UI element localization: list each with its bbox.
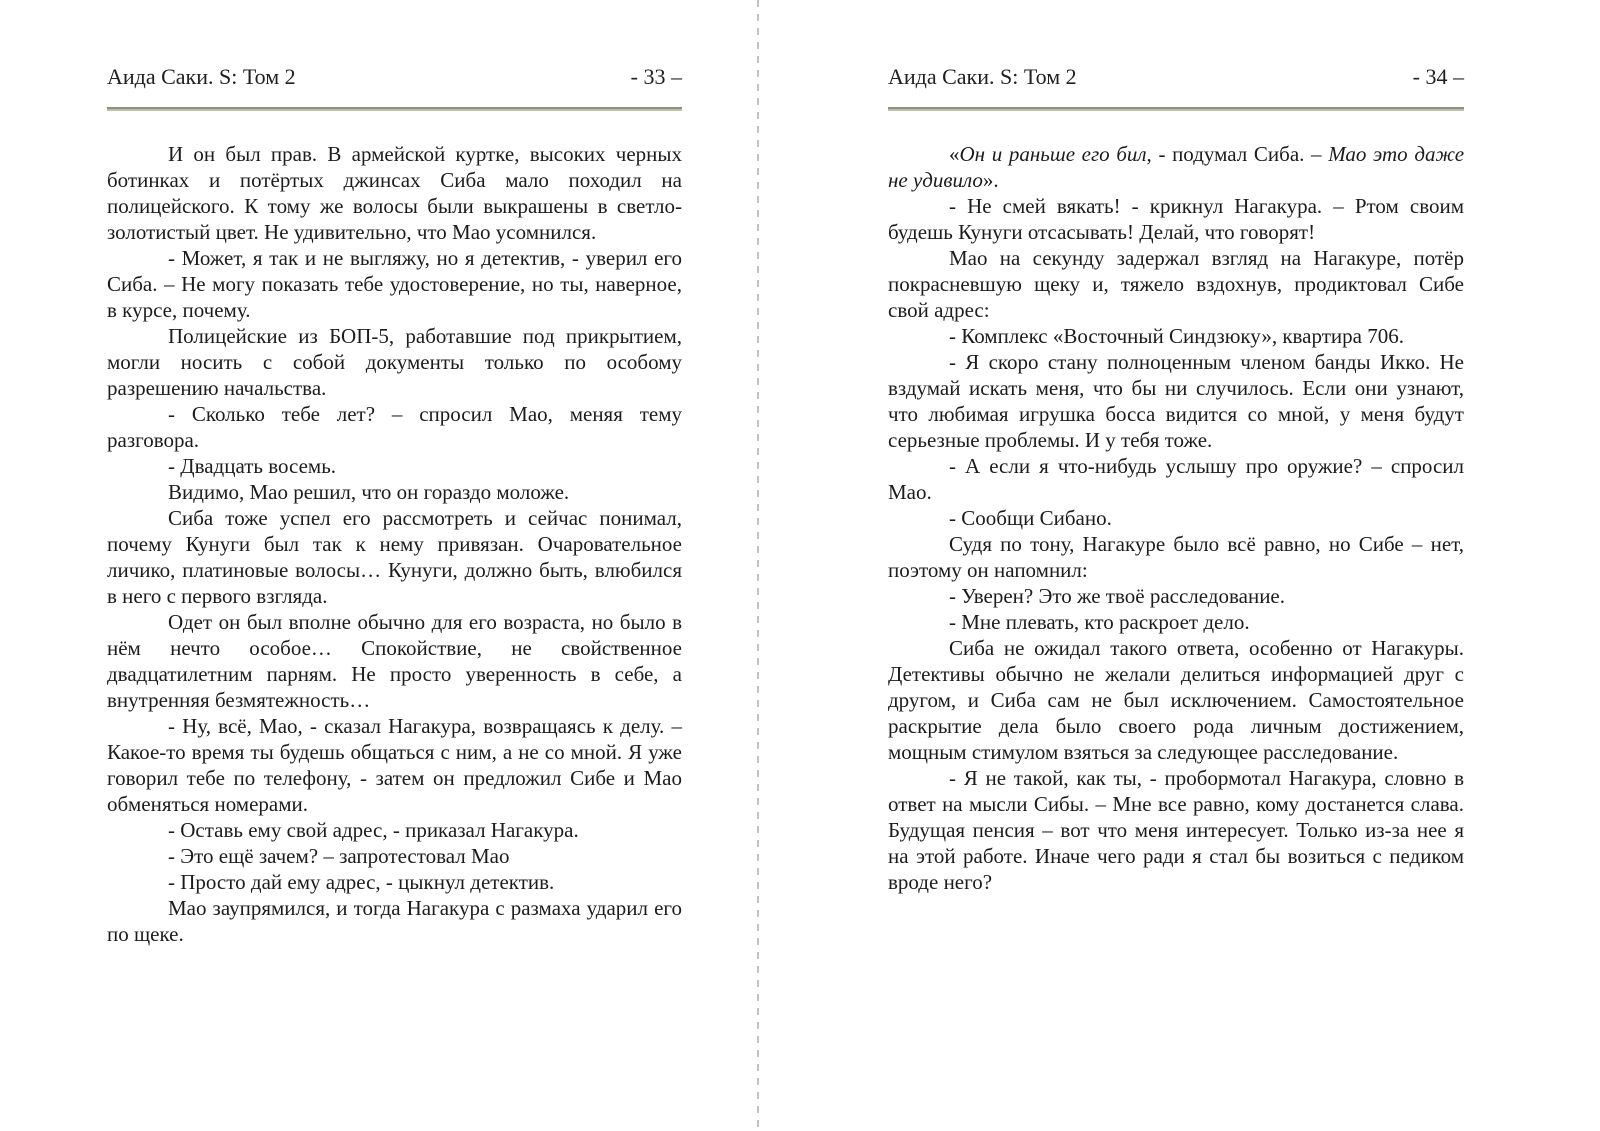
page-right <box>888 64 1464 895</box>
page-number: - 33 – <box>630 64 682 89</box>
page-header <box>888 64 1464 90</box>
paragraph: - Сколько тебе лет? – спросил Мао, меняя тему разговора. <box>107 402 682 452</box>
paragraph: «Он и раньше его бил, - подумал Сиба. – Мао это даже не удивило». <box>888 142 1465 192</box>
header-rule <box>888 107 1464 111</box>
paragraph: - Комплекс «Восточный Синдзюку», квартира 706. <box>949 324 1404 348</box>
paragraph: - Ну, всё, Мао, - сказал Нагакура, возвращаясь к делу. – Какое-то время ты будешь общаться с ним, а не со мной. Я уже говорил тебе по телефону, - затем он предложил Сибе и Мао обменяться номерами. <box>107 714 682 816</box>
paragraph: - Просто дай ему адрес, - цыкнул детектив. <box>168 870 555 894</box>
paragraph: - Я скоро стану полноценным членом банды Икко. Не вздумай искать меня, что бы ни случилось. Если они узнают, что любимая игрушка босса видится со мной, у меня будут серьезные проблемы. И у тебя тоже. <box>888 350 1464 452</box>
page-body <box>888 141 1464 895</box>
paragraph: - Не смей вякать! - крикнул Нагакура. – Ртом своим будешь Кунуги отсасывать! Делай, что говорят! <box>888 194 1464 244</box>
paragraph: Мао заупрямился, и тогда Нагакура с размаха ударил его по щеке. <box>107 896 682 946</box>
paragraph: Видимо, Мао решил, что он гораздо моложе. <box>168 480 570 504</box>
paragraph: Сиба тоже успел его рассмотреть и сейчас понимал, почему Кунуги был так к нему привязан. Очаровательное личико, платиновые волосы… Кунуги, должно быть, влюбился в него с первого взгляда. <box>107 506 682 608</box>
page-divider <box>757 0 759 1131</box>
paragraph: - Мне плевать, кто раскроет дело. <box>949 610 1250 634</box>
paragraph: Судя по тону, Нагакуре было всё равно, но Сибе – нет, поэтому он напомнил: <box>888 532 1464 582</box>
paragraph: Сиба не ожидал такого ответа, особенно от Нагакуры. Детективы обычно не желали делиться информацией друг с другом, и Сиба сам не был исключением. Самостоятельное раскрытие дела было своего рода личным достижением, мощным стимулом взяться за следующее расследование. <box>888 636 1464 764</box>
book-title: Аида Саки. S: Том 2 <box>888 64 1077 89</box>
paragraph: - Оставь ему свой адрес, - приказал Нагакура. <box>168 818 579 842</box>
paragraph: - Я не такой, как ты, - пробормотал Нагакура, словно в ответ на мысли Сибы. – Мне все равно, кому достанется слава. Будущая пенсия – вот что меня интересует. Только из-за нее я на этой работе. Иначе чего ради я стал бы возиться с педиком вроде него? <box>888 766 1464 894</box>
paragraph: Мао на секунду задержал взгляд на Нагакуре, потёр покрасневшую щеку и, тяжело вздохнув, продиктовал Сибе свой адрес: <box>888 246 1464 322</box>
page-number: - 34 – <box>1412 64 1464 89</box>
paragraph: - Может, я так и не выгляжу, но я детектив, - уверил его Сиба. – Не могу показать тебе удостоверение, но ты, наверное, в курсе, почему. <box>107 246 682 322</box>
page-left <box>107 64 682 947</box>
page-body <box>107 141 682 947</box>
paragraph: - А если я что-нибудь услышу про оружие? – спросил Мао. <box>888 454 1464 504</box>
paragraph: - Уверен? Это же твоё расследование. <box>949 584 1285 608</box>
paragraph: - Двадцать восемь. <box>168 454 337 478</box>
paragraph: И он был прав. В армейской куртке, высоких черных ботинках и потёртых джинсах Сиба мало походил на полицейского. К тому же волосы были выкрашены в светло-золотистый цвет. Не удивительно, что Мао усомнился. <box>107 142 682 244</box>
header-rule <box>107 107 682 111</box>
paragraph: - Сообщи Сибано. <box>949 506 1112 530</box>
book-title: Аида Саки. S: Том 2 <box>107 64 296 89</box>
page-header <box>107 64 682 90</box>
paragraph: - Это ещё зачем? – запротестовал Мао <box>168 844 510 868</box>
paragraph: Полицейские из БОП-5, работавшие под прикрытием, могли носить с собой документы только по особому разрешению начальства. <box>107 324 682 400</box>
paragraph: Одет он был вполне обычно для его возраста, но было в нём нечто особое… Спокойствие, не свойственное двадцатилетним парням. Не просто уверенность в себе, а внутренняя безмятежность… <box>107 610 682 712</box>
